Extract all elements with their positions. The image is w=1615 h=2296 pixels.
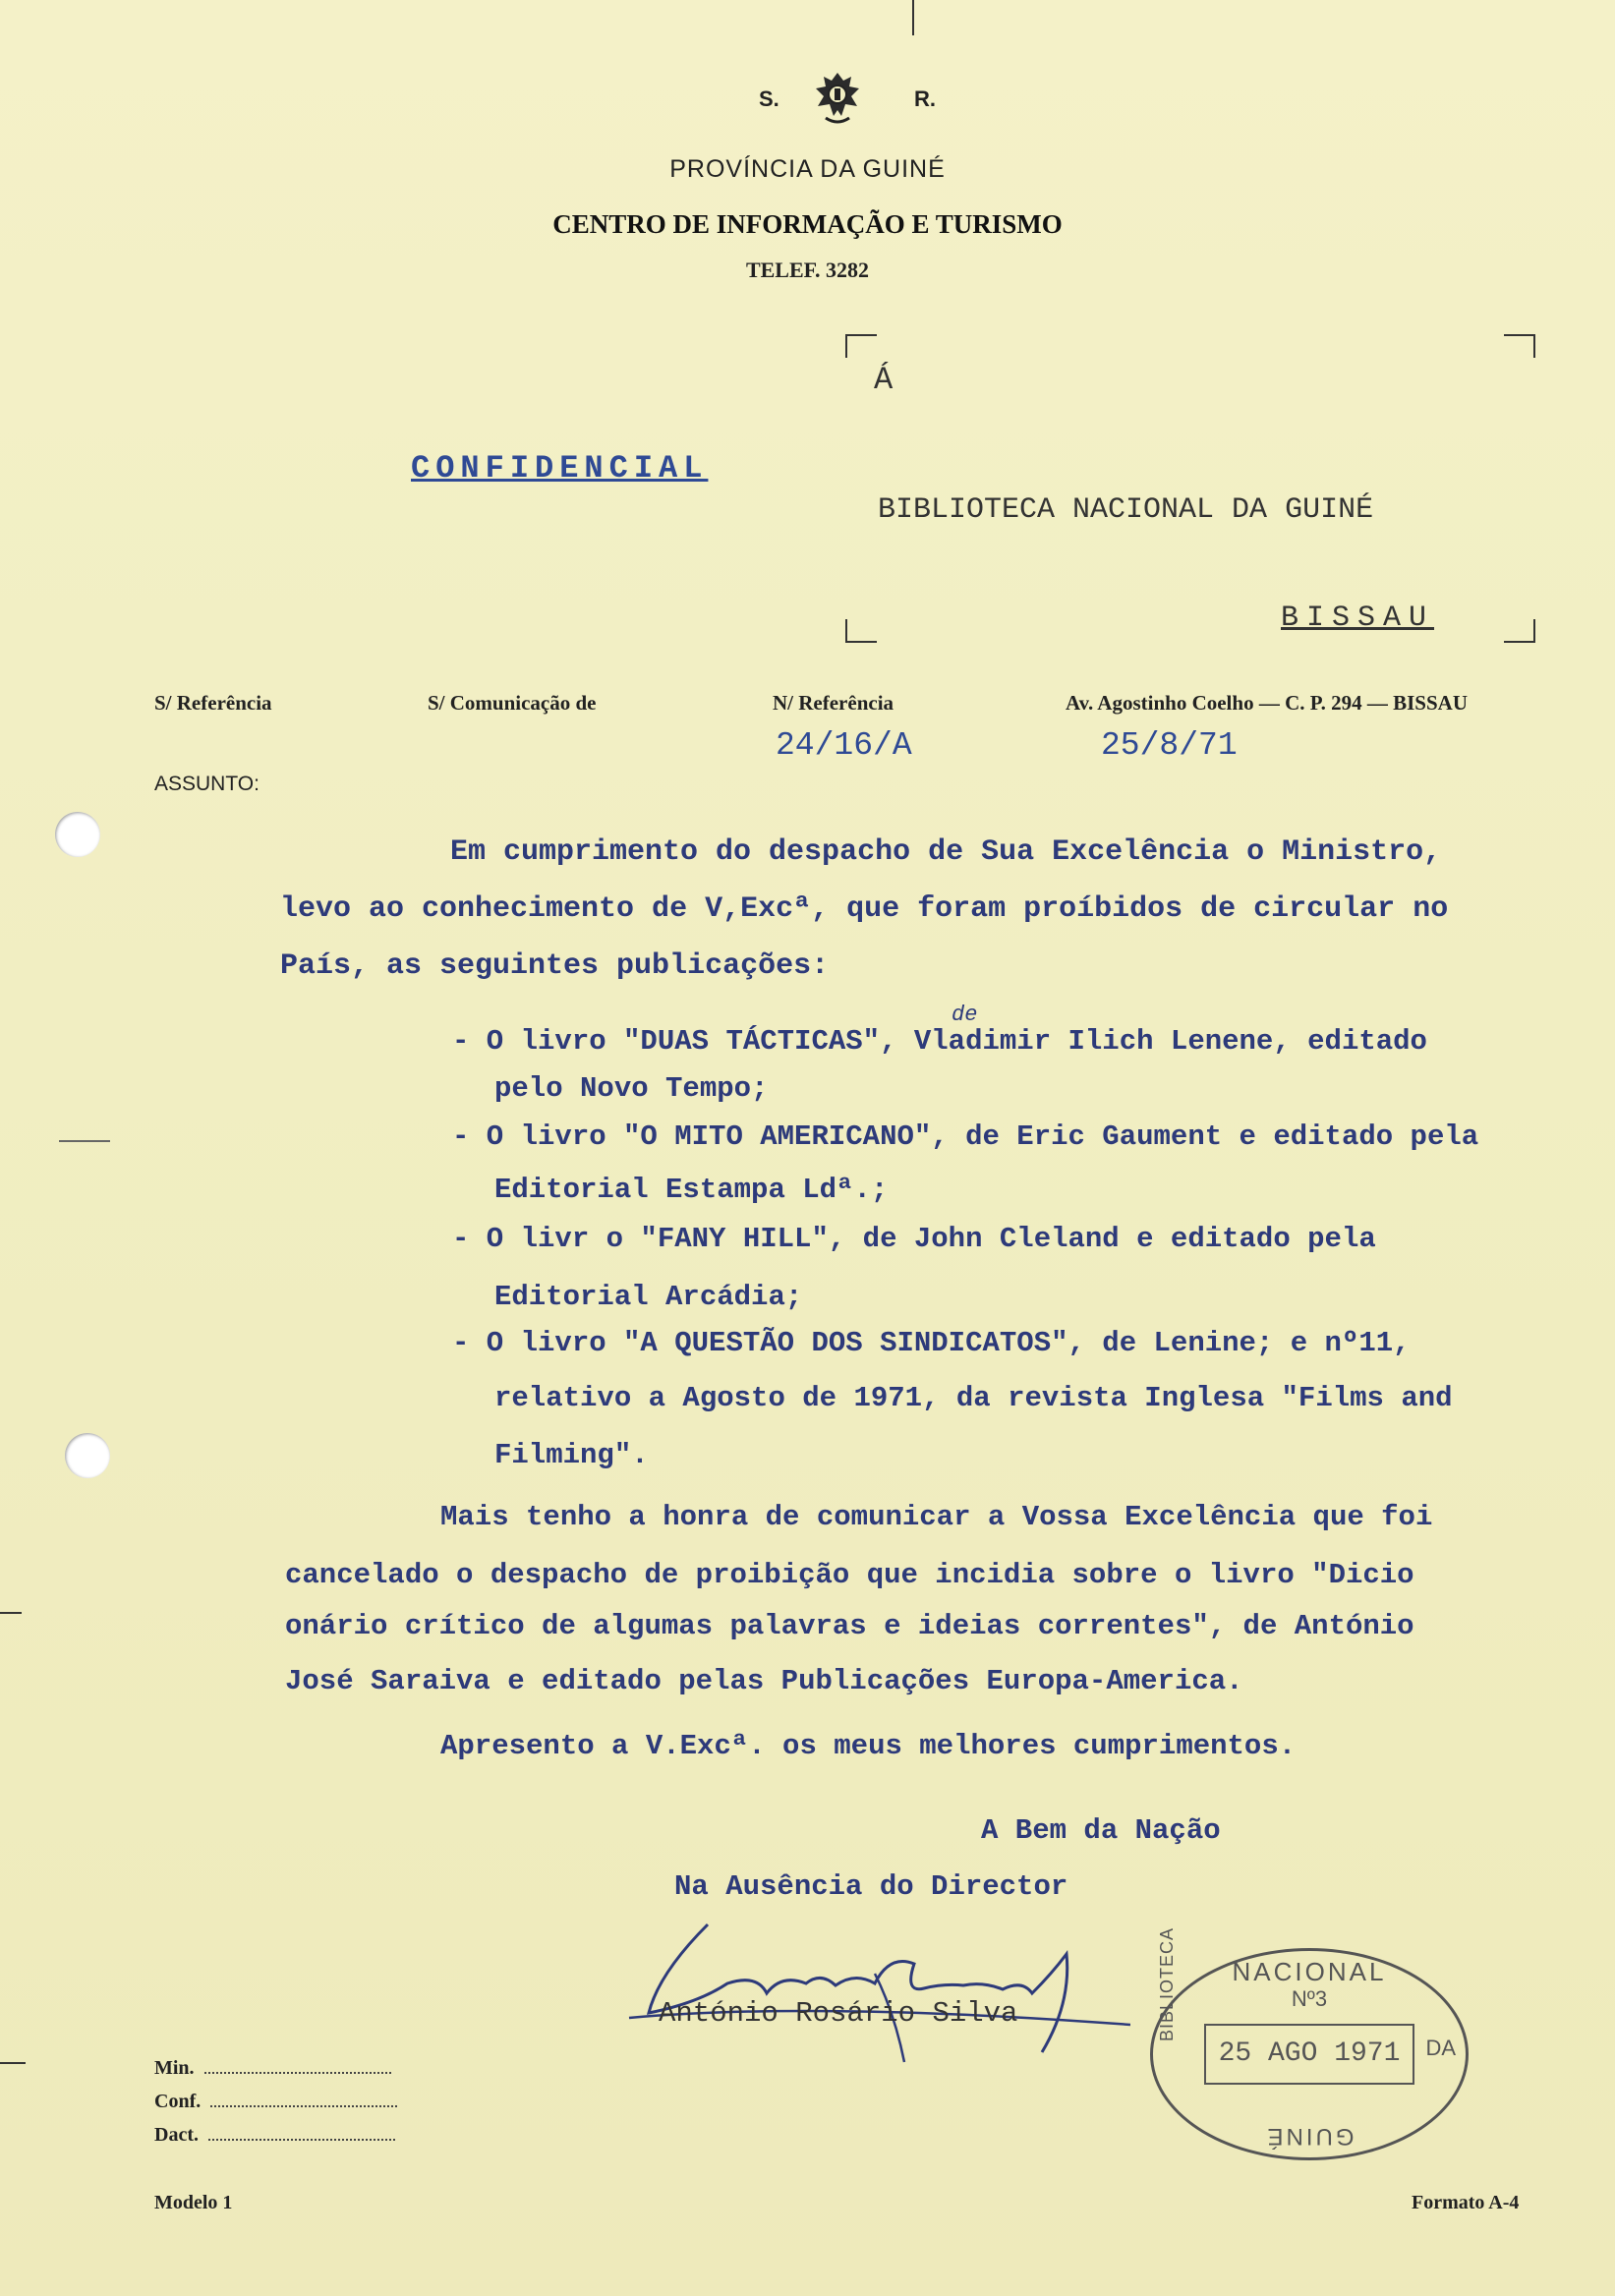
conf-label: Conf. xyxy=(154,2091,202,2112)
item-3-line-2: Editorial Arcádia; xyxy=(494,1281,803,1313)
body-intro-line-1: Em cumprimento do despacho de Sua Excelência o Ministro, xyxy=(450,835,1442,869)
item-1-line-2: pelo Novo Tempo; xyxy=(494,1072,769,1105)
stamp-right-text: DA xyxy=(1425,2036,1456,2060)
signer-name: António Rosário Silva xyxy=(659,1997,1018,2030)
item-4-line-3: Filming". xyxy=(494,1439,649,1471)
dact-label: Dact. xyxy=(154,2124,199,2146)
item-4-line-1: - O livro "A QUESTÃO DOS SINDICATOS", de Lenine; e nº11, xyxy=(452,1327,1411,1359)
stamp-bottom-text: GUINÉ xyxy=(1264,2123,1355,2150)
item-1-line-1: - O livro "DUAS TÁCTICAS", Vladimir Ilich Lenene, editado xyxy=(452,1025,1427,1058)
office-heading: CENTRO DE INFORMAÇÃO E TURISMO xyxy=(552,209,1063,239)
item-3-line-1: - O livr o "FANY HILL", de John Cleland e editado pela xyxy=(452,1223,1376,1255)
item-4-line-2: relativo a Agosto de 1971, da revista Inglesa "Films and xyxy=(494,1382,1453,1414)
our-reference-value: 24/16/A xyxy=(776,727,912,764)
addressee-city: BISSAU xyxy=(1281,602,1435,635)
coat-of-arms-icon xyxy=(808,67,867,130)
cancel-line-2: cancelado o despacho de proibição que incidia sobre o livro "Dicio xyxy=(285,1559,1414,1591)
dact-line xyxy=(208,2121,395,2141)
min-field xyxy=(154,2054,391,2080)
cancel-line-4: José Saraiva e editado pelas Publicações Europa-America. xyxy=(285,1665,1243,1697)
stamp-top-text: NACIONAL xyxy=(1232,1957,1387,1986)
motto: A Bem da Nação xyxy=(981,1814,1221,1847)
handwritten-signature xyxy=(619,1915,1130,2072)
your-communication-label: S/ Comunicação de xyxy=(428,691,597,715)
address-bracket-bottom-left xyxy=(845,619,877,643)
stamp-number: Nº3 xyxy=(1291,1986,1328,2011)
address-bracket-bottom-right xyxy=(1504,619,1535,643)
library-stamp xyxy=(1150,1926,1469,2160)
address-bracket-top-left xyxy=(845,334,877,358)
dact-field xyxy=(154,2121,395,2147)
your-reference-label: S/ Referência xyxy=(154,691,272,715)
punch-hole-top xyxy=(55,812,100,857)
subject-label: ASSUNTO: xyxy=(154,773,260,795)
addressee-name: BIBLIOTECA NACIONAL DA GUINÉ xyxy=(878,493,1374,527)
province-heading: PROVÍNCIA DA GUINÉ xyxy=(669,155,946,183)
closing-line: Apresento a V.Excª. os meus melhores cumprimentos. xyxy=(440,1730,1297,1762)
cancel-line-3: onário crítico de algumas palavras e ideias correntes", de António xyxy=(285,1610,1414,1642)
top-mark xyxy=(912,0,914,35)
stamp-date: 25 AGO 1971 xyxy=(1204,2024,1414,2085)
phone-number: TELEF. 3282 xyxy=(745,258,870,282)
fold-mark xyxy=(59,1140,110,1142)
punch-hole-bottom xyxy=(65,1433,110,1478)
item-2-line-2: Editorial Estampa Ldª.; xyxy=(494,1174,889,1206)
left-edge-mark-1 xyxy=(0,1612,22,1614)
min-label: Min. xyxy=(154,2057,195,2079)
body-intro-line-2: levo ao conhecimento de V,Excª, que foram proíbidos de circular no xyxy=(280,892,1449,926)
conf-line xyxy=(210,2088,397,2107)
item-2-line-1: - O livro "O MITO AMERICANO", de Eric Gaument e editado pela xyxy=(452,1120,1479,1153)
handwritten-insertion: de xyxy=(952,1003,978,1027)
left-edge-mark-2 xyxy=(0,2062,26,2064)
stamp-left-text: BIBLIOTECA xyxy=(1157,1926,1177,2041)
date-value: 25/8/71 xyxy=(1101,727,1238,764)
min-line xyxy=(204,2054,391,2074)
cancel-line-1: Mais tenho a honra de comunicar a Vossa Excelência que foi xyxy=(440,1501,1433,1533)
letterhead-right-initial: R. xyxy=(914,86,936,111)
conf-field xyxy=(154,2088,397,2113)
address-bracket-top-right xyxy=(1504,334,1535,358)
our-reference-label: N/ Referência xyxy=(773,691,894,715)
absence-line: Na Ausência do Director xyxy=(674,1870,1068,1903)
body-intro-line-3: País, as seguintes publicações: xyxy=(280,949,830,983)
addressee-to: Á xyxy=(874,362,894,398)
letterhead-left-initial: S. xyxy=(759,86,779,111)
format-label: Formato A-4 xyxy=(1412,2192,1520,2213)
classification-label: CONFIDENCIAL xyxy=(411,450,709,487)
model-label: Modelo 1 xyxy=(154,2192,233,2213)
address-label: Av. Agostinho Coelho — C. P. 294 — BISSAU xyxy=(1066,691,1468,715)
